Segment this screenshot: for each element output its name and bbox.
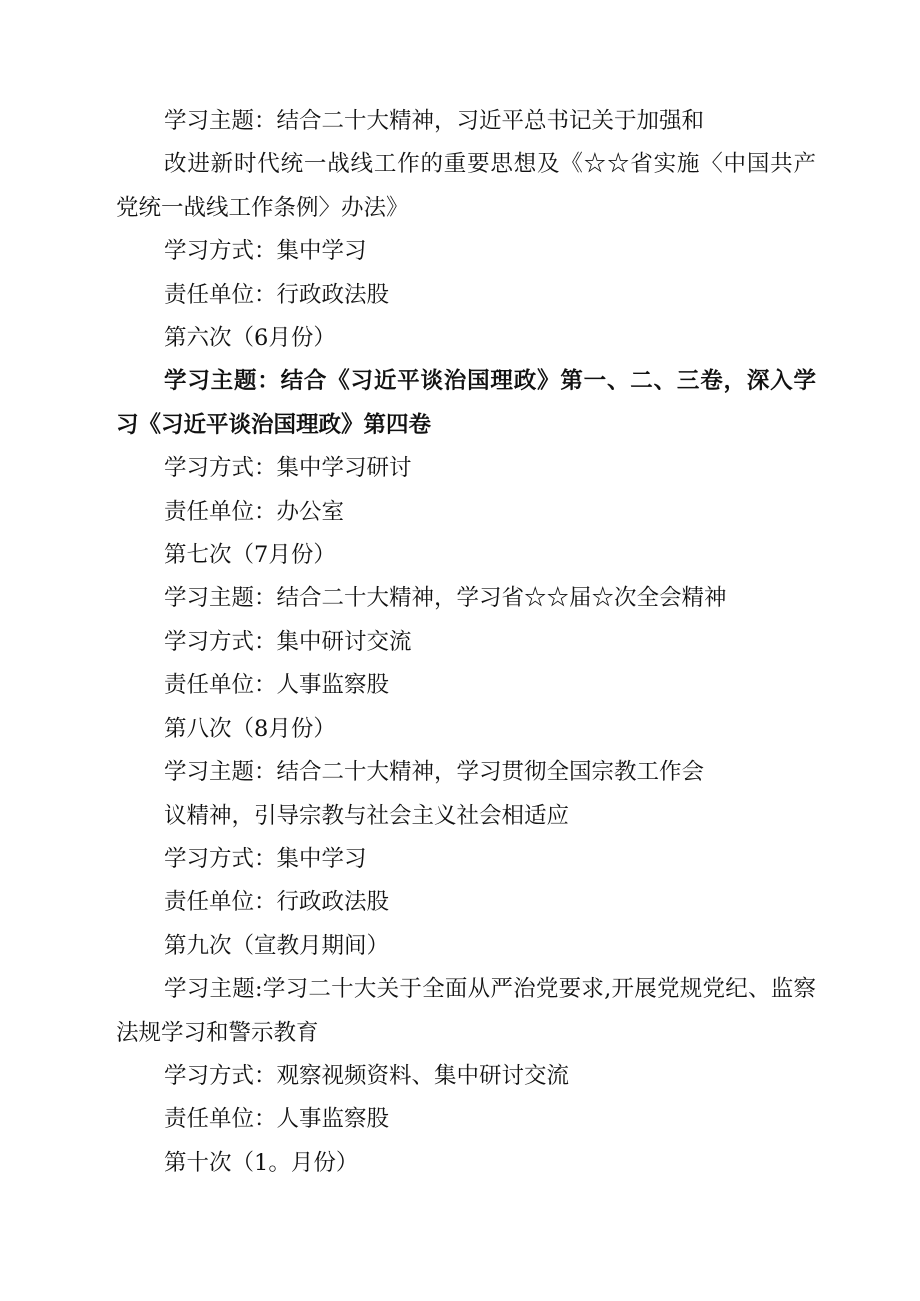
study-topic-line: 学习主题：结合二十大精神，学习省☆☆届☆次全会精神	[164, 585, 727, 612]
study-topic-paragraph: 学习主题:学习二十大关于全面从严治党要求,开展党规党纪、监察法规学习和警示教育	[116, 976, 816, 1046]
study-method-line: 学习方式：集中学习研讨	[164, 455, 412, 482]
responsible-unit-line: 责任单位：人事监察股	[164, 1106, 390, 1133]
session-heading-9: 第九次（宣教月期间）	[164, 932, 390, 959]
study-topic-continuation-line: 议精神，引导宗教与社会主义社会相适应	[164, 802, 570, 829]
study-topic-line: 学习主题：结合二十大精神，习近平总书记关于加强和	[164, 108, 705, 134]
study-method-line: 学习方式：集中学习	[164, 845, 367, 872]
responsible-unit-line: 责任单位：行政政法股	[164, 281, 390, 308]
study-method-line: 学习方式：集中研讨交流	[164, 628, 412, 655]
session-heading-7: 第七次（7月份）	[164, 542, 336, 569]
study-topic-line: 学习主题：结合二十大精神，学习贯彻全国宗教工作会	[164, 759, 705, 786]
responsible-unit-line: 责任单位：人事监察股	[164, 672, 390, 699]
study-method-line: 学习方式：集中学习	[164, 238, 367, 265]
session-heading-8: 第八次（8月份）	[164, 715, 336, 742]
session-heading-10: 第十次（1。月份）	[164, 1149, 359, 1176]
session-heading-6: 第六次（6月份）	[164, 325, 336, 352]
study-method-line: 学习方式：观察视频资料、集中研讨交流	[164, 1062, 570, 1089]
study-topic-paragraph: 改进新时代统一战线工作的重要思想及《☆☆省实施〈中国共产党统一战线工作条例〉办法》	[116, 151, 816, 221]
document-body	[116, 100, 816, 1185]
responsible-unit-line: 责任单位：行政政法股	[164, 889, 390, 916]
responsible-unit-line: 责任单位：办公室	[164, 498, 345, 525]
study-topic-bold-paragraph: 学习主题：结合《习近平谈治国理政》第一、二、三卷，深入学习《习近平谈治国理政》第四卷	[116, 368, 816, 438]
